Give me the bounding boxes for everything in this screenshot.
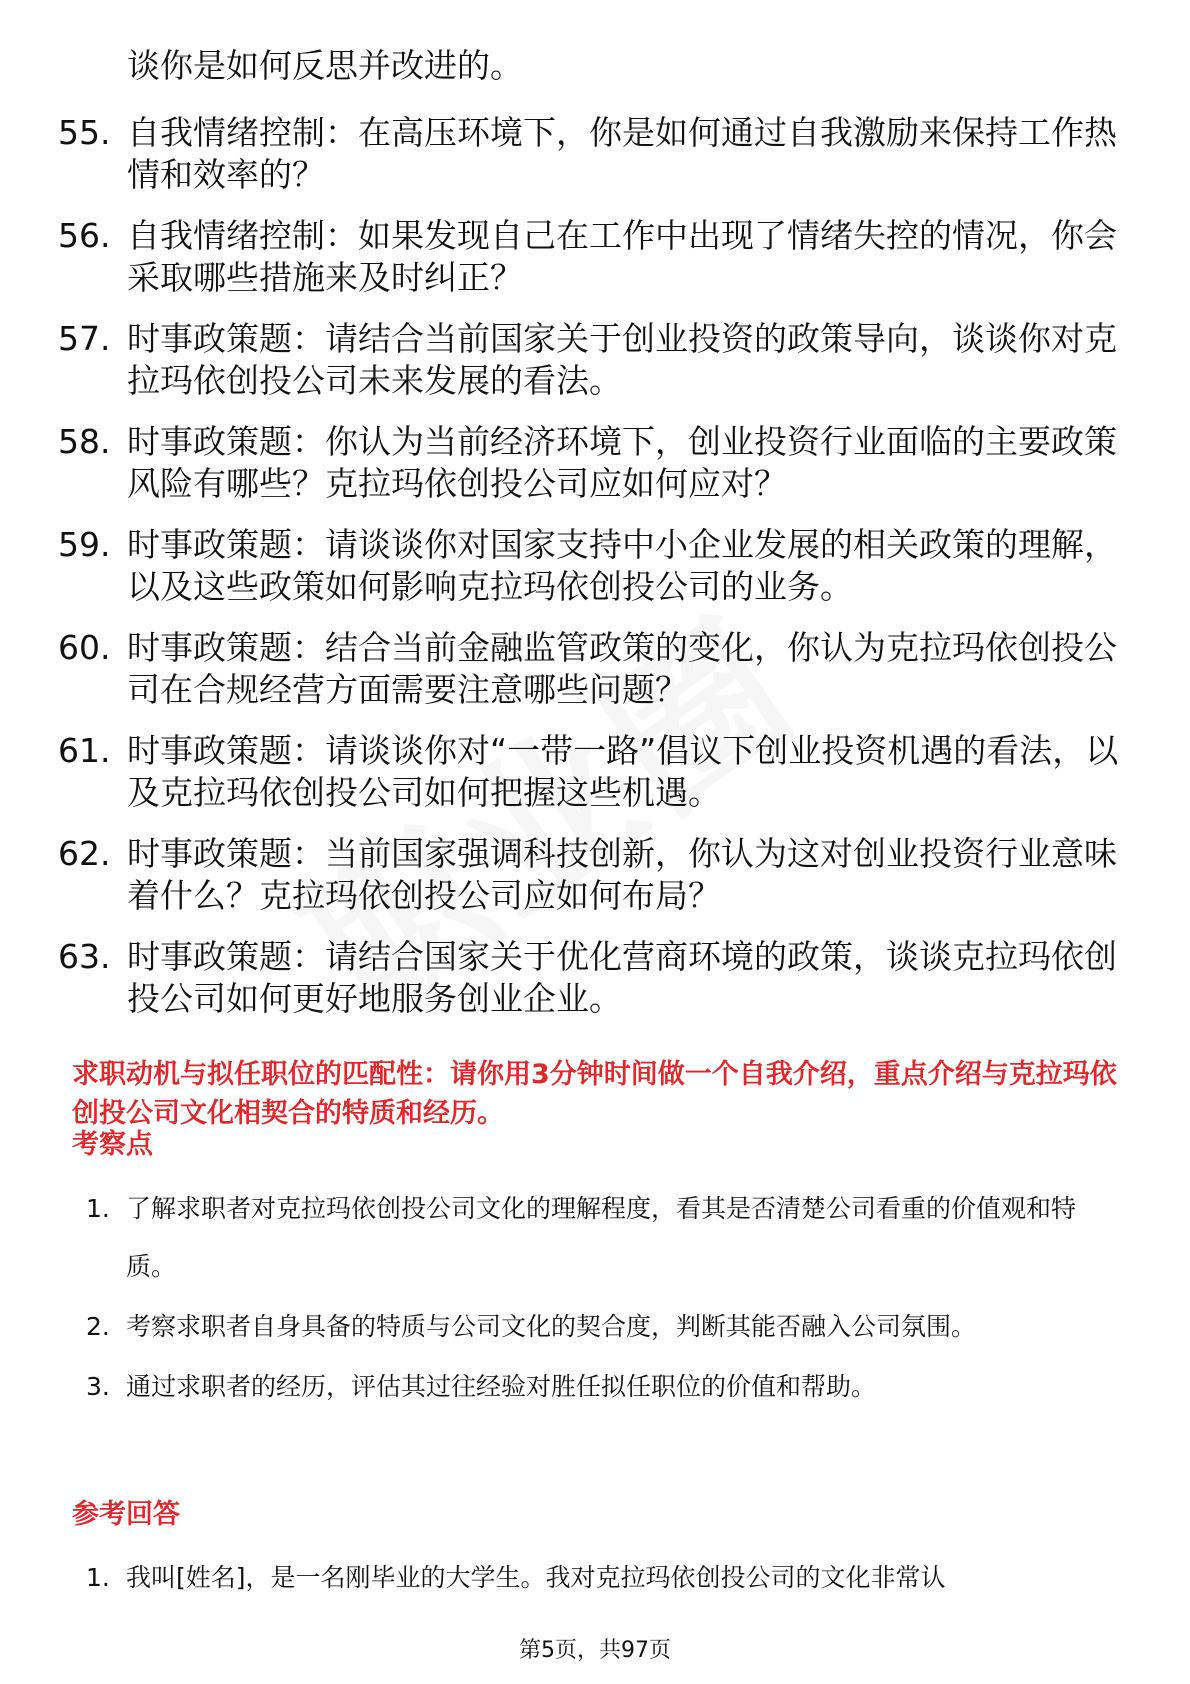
question-list [58,112,1128,1039]
question-number: 58. [58,422,111,461]
page-footer: 第5页，共97页 [519,1638,671,1663]
question-number: 59. [58,525,111,564]
question-item [58,421,1128,505]
list-item-number: 1. [86,1194,110,1223]
list-item-text: 了解求职者对克拉玛依创投公司文化的理解程度，看其是否清楚公司看重的价值观和特质。 [126,1194,1077,1281]
list-item-number: 1. [86,1563,110,1592]
question-number: 62. [58,834,111,873]
question-item [58,936,1128,1020]
kaochadian-list [86,1180,1122,1418]
question-item [58,833,1128,917]
question-text: 时事政策题：你认为当前经济环境下，创业投资行业面临的主要政策风险有哪些？克拉玛依创投公司应如何应对？ [127,422,1117,503]
list-item-text: 我叫[姓名]，是一名刚毕业的大学生。我对克拉玛依创投公司的文化非常认 [126,1563,946,1592]
question-number: 63. [58,937,111,976]
list-item-text: 考察求职者自身具备的特质与公司文化的契合度，判断其能否融入公司氛围。 [126,1312,977,1341]
question-text: 时事政策题：请结合国家关于优化营商环境的政策，谈谈克拉玛依创投公司如何更好地服务创业企业。 [127,937,1117,1018]
list-item-number: 2. [86,1312,110,1341]
question-number: 61. [58,731,111,770]
list-item [86,1180,1122,1296]
list-item [86,1358,1122,1416]
list-item-text: 通过求职者的经历，评估其过往经验对胜任拟任职位的价值和帮助。 [126,1372,877,1401]
question-text: 时事政策题：结合当前金融监管政策的变化，你认为克拉玛依创投公司在合规经营方面需要注意哪些问题？ [127,628,1117,709]
question-item [58,524,1128,608]
list-item-number: 3. [86,1372,110,1401]
question-text: 自我情绪控制：在高压环境下，你是如何通过自我激励来保持工作热情和效率的？ [127,113,1117,194]
question-item [58,627,1128,711]
list-item [86,1298,1122,1356]
question-text: 时事政策题：请谈谈你对“一带一路”倡议下创业投资机遇的看法，以及克拉玛依创投公司如何把握这些机遇。 [127,731,1119,812]
cankao-list [86,1549,1122,1609]
question-text: 自我情绪控制：如果发现自己在工作中出现了情绪失控的情况，你会采取哪些措施来及时纠正？ [127,216,1117,297]
section-title-kaochadian: 考察点 [72,1129,153,1160]
question-text: 时事政策题：请结合当前国家关于创业投资的政策导向，谈谈你对克拉玛依创投公司未来发展的看法。 [127,319,1117,400]
question-number: 56. [58,216,111,255]
question-number: 55. [58,113,111,152]
list-item [86,1549,1122,1607]
question-text: 时事政策题：当前国家强调科技创新，你认为这对创业投资行业意味着什么？克拉玛依创投公司应如何布局？ [127,834,1117,915]
question-item [58,112,1128,196]
question-number: 60. [58,628,111,667]
question-text: 时事政策题：请谈谈你对国家支持中小企业发展的相关政策的理解，以及这些政策如何影响克拉玛依创投公司的业务。 [127,525,1117,606]
section-title-cankao: 参考回答 [72,1499,180,1530]
question-number: 57. [58,319,111,358]
highlight-question: 求职动机与拟任职位的匹配性：请你用3分钟时间做一个自我介绍，重点介绍与克拉玛依创投公司文化相契合的特质和经历。 [72,1059,1117,1129]
continuation-text: 谈你是如何反思并改进的。 [127,46,523,85]
question-item [58,730,1128,814]
question-item [58,215,1128,299]
question-item [58,318,1128,402]
